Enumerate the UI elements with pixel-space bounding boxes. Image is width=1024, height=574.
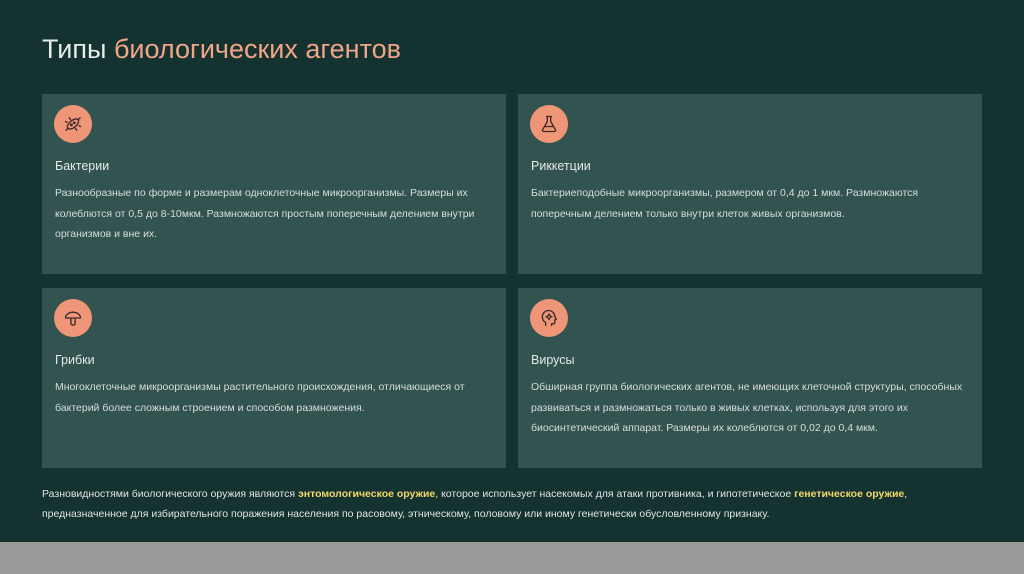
card-title: Вирусы <box>531 353 575 367</box>
card-title: Риккетции <box>531 159 591 173</box>
card-text: Бактериеподобные микроорганизмы, размером от 0,4 до 1 мкм. Размножаются поперечным делением только внутри клеток живых организмов. <box>531 187 919 220</box>
card-title: Грибки <box>55 353 95 367</box>
flask-icon <box>530 105 568 143</box>
footer-part1: Разновидностями биологического оружия являются <box>42 488 298 500</box>
highlight-entomological: энтомологическое оружие <box>297 488 436 500</box>
card-text: Обширная группа биологических агентов, не имеющих клеточной структуры, способных развиваться и размножаться только в живых клетках, используя для этого их биосинтетический аппарат. Размеры их колеблются от 0,02 до 0,4 мкм. <box>531 381 963 434</box>
bacteria-icon <box>54 105 92 143</box>
card-text: Разнообразные по форме и размерам одноклеточные микроорганизмы. Размеры их колеблются от 0,5 до 8-10мкм. Размножаются простым поперечным делением внутри организмов и вне их. <box>55 187 475 240</box>
card-text: Многоклеточные микроорганизмы растительного происхождения, отличающиеся от бактерий более сложным строением и способом размножения. <box>55 381 465 414</box>
footer-part2: , которое использует насекомых для атаки противника, и гипотетическое <box>435 488 795 500</box>
card-rickettsia <box>518 94 982 274</box>
title-lead: Типы <box>42 34 107 64</box>
virus-head-icon <box>530 299 568 337</box>
mushroom-icon <box>54 299 92 337</box>
footer-part3: , предназначенное для избирательного поражения населения по расовому, этническому, половому или иному генетически обусловленному признаку. <box>42 488 908 520</box>
highlight-genetic: генетическое оружие <box>794 488 905 500</box>
card-viruses <box>518 288 982 468</box>
footer-text <box>42 484 992 524</box>
page-title <box>42 34 401 65</box>
card-bacteria <box>42 94 506 274</box>
card-fungi <box>42 288 506 468</box>
card-title: Бактерии <box>55 159 110 173</box>
title-accent: биологических агентов <box>113 34 402 64</box>
